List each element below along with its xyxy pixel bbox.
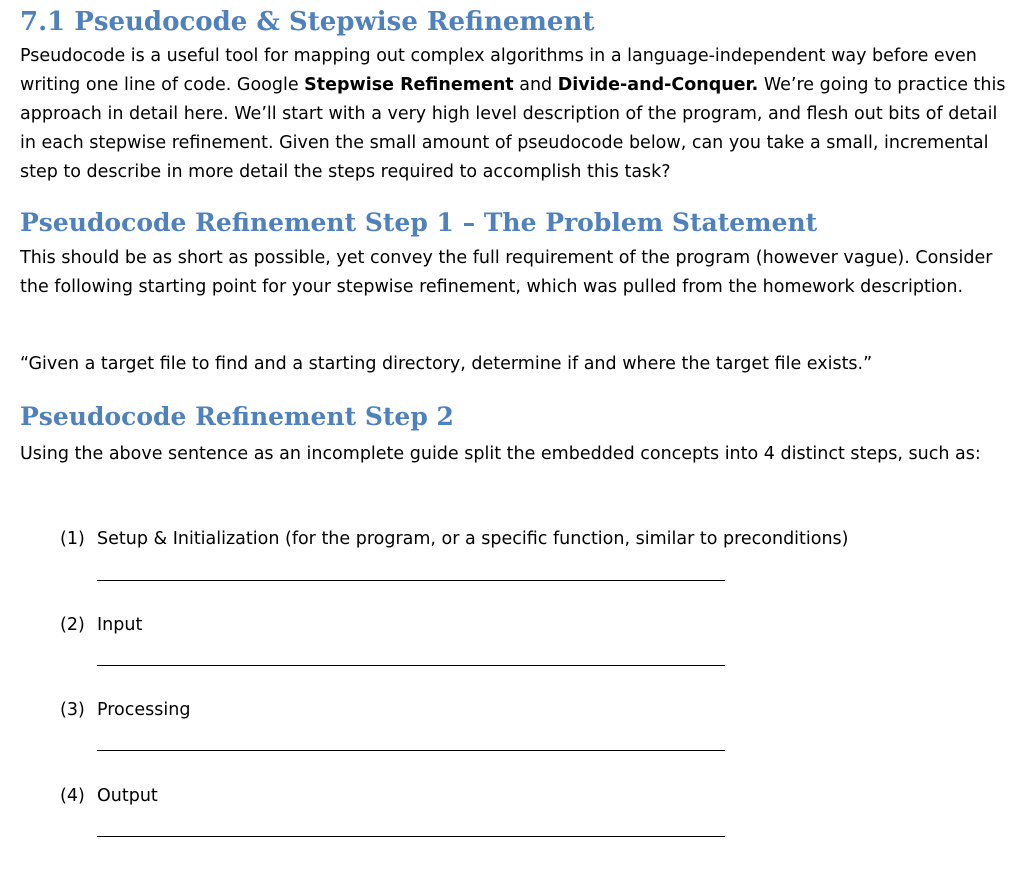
intro-text-3: We’re going to practice this approach in detail here. We’ll start with a very high level description of the program, and flesh out bits of detail in each stepwise refinement. Given the small amount of pseudocode below, can you take a small, incremental step to describe in more detail the steps required to accomplish this task? [20,75,1006,182]
step1-heading: Pseudocode Refinement Step 1 – The Problem Statement [20,208,818,237]
intro-bold-stepwise: Stepwise Refinement [304,75,514,95]
list-item-number: (2) [60,615,85,635]
intro-text-2: and [513,75,558,95]
list-item-number: (1) [60,529,85,549]
list-item-label: Output [97,786,158,806]
intro-text-1: Pseudocode is a useful tool for mapping out complex algorithms in a language-independent way before even writing one line of code. Google [20,46,977,95]
list-item-label: Input [97,615,143,635]
step2-heading: Pseudocode Refinement Step 2 [20,402,454,431]
list-item-number: (4) [60,786,85,806]
list-item-input [60,611,960,640]
answer-blank-1[interactable] [97,580,725,581]
list-item-label: Processing [97,700,191,720]
answer-blank-4[interactable] [97,836,725,837]
step1-body: This should be as short as possible, yet convey the full requirement of the program (however vague). Consider the following starting point for your stepwise refinement, which was pulled from the homework description. [20,248,993,297]
step2-body: Using the above sentence as an incomplete guide split the embedded concepts into 4 distinct steps, such as: [20,444,981,464]
section-title: 7.1 Pseudocode & Stepwise Refinement [20,7,595,37]
list-item-processing [60,696,960,725]
list-item-setup [60,525,960,554]
list-item-number: (3) [60,700,85,720]
answer-blank-3[interactable] [97,750,725,751]
list-item-label: Setup & Initialization (for the program, or a specific function, similar to preconditions) [97,529,849,549]
answer-blank-2[interactable] [97,665,725,666]
problem-statement-quote: “Given a target file to find and a starting directory, determine if and where the target file exists.” [20,354,873,374]
intro-bold-divide: Divide-and-Conquer. [557,75,759,95]
intro-paragraph [20,42,1010,187]
list-item-output [60,782,960,811]
